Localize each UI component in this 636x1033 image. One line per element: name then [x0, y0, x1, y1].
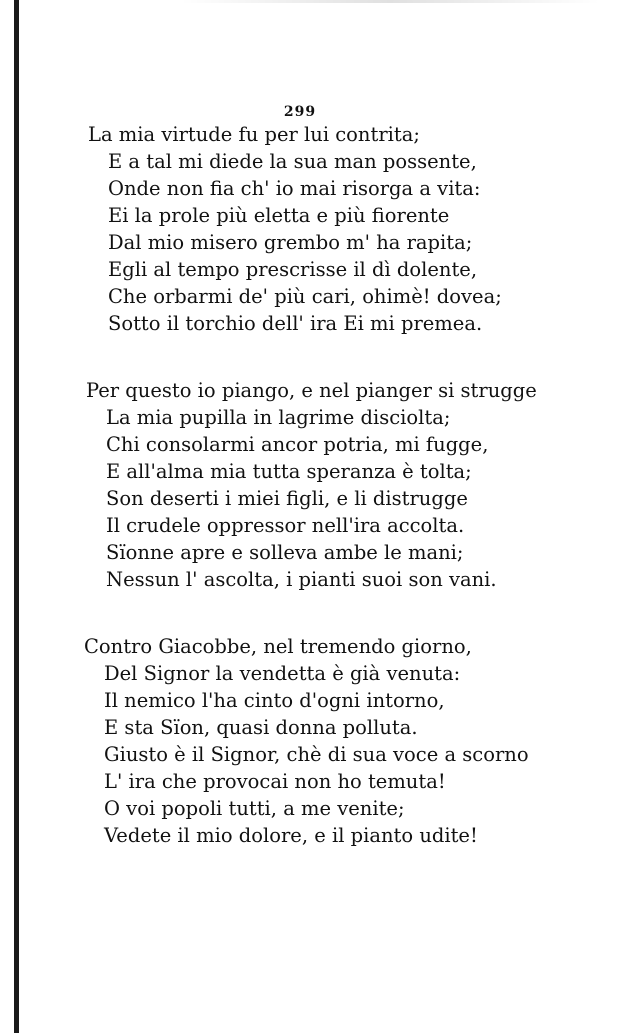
- verse-line: Il nemico l'ha cinto d'ogni intorno,: [104, 689, 445, 712]
- verse-line: Chi consolarmi ancor potria, mi fugge,: [106, 433, 489, 456]
- verse-line: La mia virtude fu per lui contrita;: [88, 123, 420, 146]
- verse-line: O voi popoli tutti, a me venite;: [104, 797, 405, 820]
- verse-line: Del Signor la vendetta è già venuta:: [104, 662, 461, 685]
- verse-line: Per questo io piango, e nel pianger si strugge: [86, 379, 537, 402]
- verse-line: Il crudele oppressor nell'ira accolta.: [106, 514, 465, 537]
- verse-line: Son deserti i miei figli, e li distrugge: [106, 487, 468, 510]
- verse-line: Dal mio misero grembo m' ha rapita;: [108, 231, 473, 254]
- binding-edge: [14, 0, 19, 1033]
- verse-line: Egli al tempo prescrisse il dì dolente,: [108, 258, 478, 281]
- verse-line: E sta Sïon, quasi donna polluta.: [104, 716, 418, 739]
- verse-line: Contro Giacobbe, nel tremendo giorno,: [84, 635, 472, 658]
- verse-line: Che orbarmi de' più cari, ohimè! dovea;: [108, 285, 502, 308]
- verse-line: E a tal mi diede la sua man possente,: [108, 150, 477, 173]
- verse-line: Ei la prole più eletta e più fiorente: [108, 204, 450, 227]
- page-top-edge: [180, 0, 600, 3]
- verse-line: Nessun l' ascolta, i pianti suoi son vani.: [106, 568, 497, 591]
- verse-line: E all'alma mia tutta speranza è tolta;: [106, 460, 472, 483]
- verse-line: L' ira che provocai non ho temuta!: [104, 770, 446, 793]
- verse-line: La mia pupilla in lagrime disciolta;: [106, 406, 451, 429]
- page-number: 299: [283, 104, 317, 120]
- verse-line: Sïonne apre e solleva ambe le mani;: [106, 541, 464, 564]
- verse-line: Giusto è il Signor, chè di sua voce a scorno: [104, 743, 529, 766]
- verse-line: Sotto il torchio dell' ira Ei mi premea.: [108, 312, 483, 335]
- verse-line: Vedete il mio dolore, e il pianto udite!: [104, 824, 478, 847]
- verse-line: Onde non fia ch' io mai risorga a vita:: [108, 177, 481, 200]
